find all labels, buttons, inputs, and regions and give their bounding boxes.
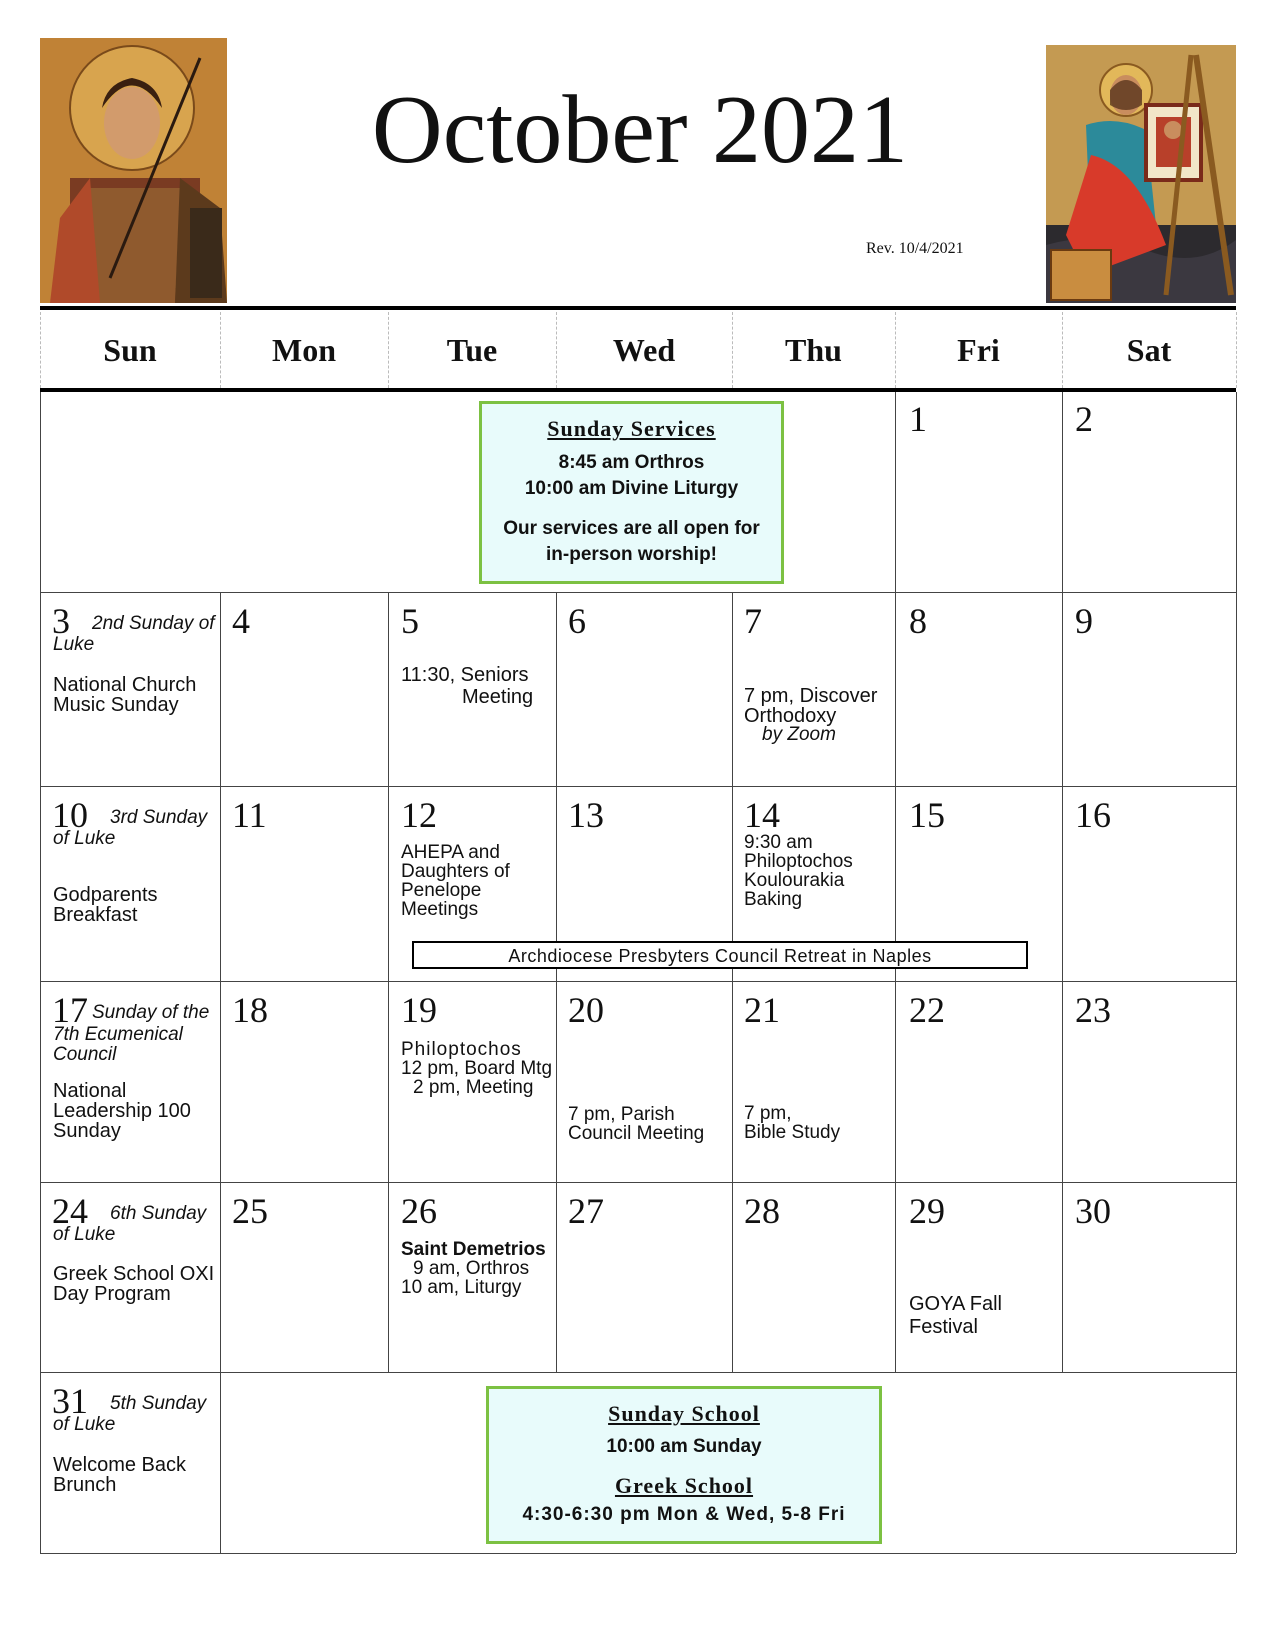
event-text: 7 pm, Discover — [744, 685, 878, 707]
header-divider — [1236, 312, 1237, 388]
feast-label: 7th Ecumenical — [53, 1024, 183, 1045]
day-number: 27 — [568, 1191, 604, 1231]
day-number: 2 — [1075, 399, 1093, 439]
event-text: Meeting — [462, 686, 534, 708]
event-text: Bible Study — [744, 1122, 841, 1143]
day-number: 19 — [401, 990, 437, 1030]
grid-line — [1062, 592, 1063, 1372]
event-text: 10 am, Liturgy — [401, 1277, 522, 1298]
weekday-wed: Wed — [612, 332, 676, 368]
event-text: Breakfast — [53, 904, 138, 926]
grid-line — [732, 592, 733, 1372]
event-text: 2 pm, Meeting — [413, 1077, 534, 1098]
header-divider — [388, 312, 389, 388]
day-number: 7 — [744, 601, 762, 641]
day-number: 6 — [568, 601, 586, 641]
day-number: 1 — [909, 399, 927, 439]
day-number: 28 — [744, 1191, 780, 1231]
event-text: Penelope — [401, 880, 482, 901]
event-text: 7 pm, — [744, 1103, 792, 1124]
sunday-school-heading: Sunday School — [608, 1401, 760, 1426]
day-number: 13 — [568, 795, 604, 835]
event-text: Godparents — [53, 884, 158, 906]
grid-line — [556, 592, 557, 1372]
event-text: National — [53, 1080, 127, 1102]
calendar-title: October 2021 — [371, 76, 909, 184]
day-number: 31 — [52, 1381, 88, 1421]
revision-date: Rev. 10/4/2021 — [866, 240, 964, 257]
event-text: Brunch — [53, 1474, 117, 1496]
services-liturgy: 10:00 am Divine Liturgy — [524, 478, 739, 499]
day-number: 25 — [232, 1191, 268, 1231]
event-text: Day Program — [53, 1283, 171, 1305]
grid-line — [220, 592, 221, 1553]
day-number: 15 — [909, 795, 945, 835]
event-text: Orthodoxy — [744, 705, 837, 727]
header-divider — [1062, 312, 1063, 388]
feast-label: Luke — [53, 634, 95, 655]
event-text: Council Meeting — [568, 1123, 705, 1144]
day-number: 9 — [1075, 601, 1093, 641]
day-number: 4 — [232, 601, 250, 641]
services-open-note: in-person worship! — [546, 544, 717, 565]
weekday-thu: Thu — [785, 332, 842, 368]
sunday-services-box — [479, 401, 784, 584]
event-text: Music Sunday — [53, 694, 179, 716]
saint-luke-icon — [1046, 45, 1236, 303]
event-text: Saint Demetrios — [401, 1239, 546, 1260]
event-text: Koulourakia — [744, 870, 845, 891]
services-open-note: Our services are all open for — [503, 518, 760, 539]
header-divider — [40, 312, 41, 388]
event-text: 9:30 am — [744, 832, 813, 853]
day-number: 22 — [909, 990, 945, 1030]
feast-label: 5th Sunday — [110, 1393, 207, 1414]
day-number: 10 — [52, 795, 88, 835]
event-text: by Zoom — [762, 724, 836, 745]
event-text: National Church — [53, 674, 197, 696]
event-text: Philoptochos — [401, 1039, 522, 1060]
day-number: 23 — [1075, 990, 1111, 1030]
event-text: 12 pm, Board Mtg — [401, 1058, 553, 1079]
feast-label: of Luke — [53, 1414, 116, 1435]
event-text: Baking — [744, 889, 803, 910]
day-number: 11 — [232, 795, 267, 835]
header-bottom-rule — [40, 388, 1236, 392]
weekday-tue: Tue — [446, 332, 498, 368]
grid-line — [1062, 392, 1063, 592]
feast-label: 6th Sunday — [110, 1203, 207, 1224]
sunday-services-heading: Sunday Services — [547, 416, 716, 441]
day-number: 5 — [401, 601, 419, 641]
feast-label: of Luke — [53, 1224, 116, 1245]
event-text: Daughters of — [401, 861, 510, 882]
grid-line — [895, 392, 896, 592]
header-top-rule — [40, 306, 1236, 310]
day-number: 20 — [568, 990, 604, 1030]
day-number: 30 — [1075, 1191, 1111, 1231]
day-number: 18 — [232, 990, 268, 1030]
feast-label: 2nd Sunday of — [92, 613, 215, 634]
weekday-mon: Mon — [272, 332, 336, 368]
event-text: 9 am, Orthros — [413, 1258, 530, 1279]
feast-label: of Luke — [53, 828, 116, 849]
event-text: GOYA Fall — [909, 1293, 1002, 1315]
event-text: Welcome Back — [53, 1454, 187, 1476]
grid-line — [895, 592, 896, 1372]
event-text: 7 pm, Parish — [568, 1104, 675, 1125]
event-text: Greek School OXI — [53, 1263, 215, 1285]
feast-label: Sunday of the — [92, 1002, 210, 1023]
event-text: AHEPA and — [401, 842, 500, 863]
weekday-sat: Sat — [1126, 332, 1172, 368]
retreat-banner: Archdiocese Presbyters Council Retreat in Naples — [412, 941, 1028, 969]
event-text: Meetings — [401, 899, 479, 920]
day-number: 12 — [401, 795, 437, 835]
day-number: 14 — [744, 795, 780, 835]
event-text: Philoptochos — [744, 851, 853, 872]
day-number: 16 — [1075, 795, 1111, 835]
event-text: Sunday — [53, 1120, 121, 1142]
header-divider — [732, 312, 733, 388]
day-number: 21 — [744, 990, 780, 1030]
saint-demetrios-icon — [40, 38, 227, 303]
event-text: Festival — [909, 1316, 978, 1338]
header-divider — [556, 312, 557, 388]
services-orthros: 8:45 am Orthros — [558, 452, 705, 473]
day-number: 8 — [909, 601, 927, 641]
event-text: Leadership 100 — [53, 1100, 191, 1122]
day-number: 24 — [52, 1191, 88, 1231]
greek-school-time: 4:30-6:30 pm Mon & Wed, 5-8 Fri — [522, 1504, 846, 1525]
school-box — [486, 1386, 882, 1544]
grid-line — [1236, 392, 1237, 1553]
feast-label: 3rd Sunday — [110, 807, 208, 828]
day-number: 29 — [909, 1191, 945, 1231]
sunday-school-time: 10:00 am Sunday — [606, 1436, 762, 1457]
feast-label: Council — [53, 1044, 117, 1065]
day-number: 17 — [52, 990, 88, 1030]
greek-school-heading: Greek School — [614, 1473, 754, 1498]
grid-line — [388, 592, 389, 1372]
header-divider — [895, 312, 896, 388]
weekday-fri: Fri — [957, 332, 1000, 368]
weekday-sun: Sun — [103, 332, 157, 368]
day-number: 3 — [52, 601, 70, 641]
day-number: 26 — [401, 1191, 437, 1231]
grid-line — [40, 1553, 1236, 1554]
grid-line — [40, 392, 41, 1553]
header-divider — [220, 312, 221, 388]
event-text: 11:30, Seniors — [401, 664, 529, 686]
